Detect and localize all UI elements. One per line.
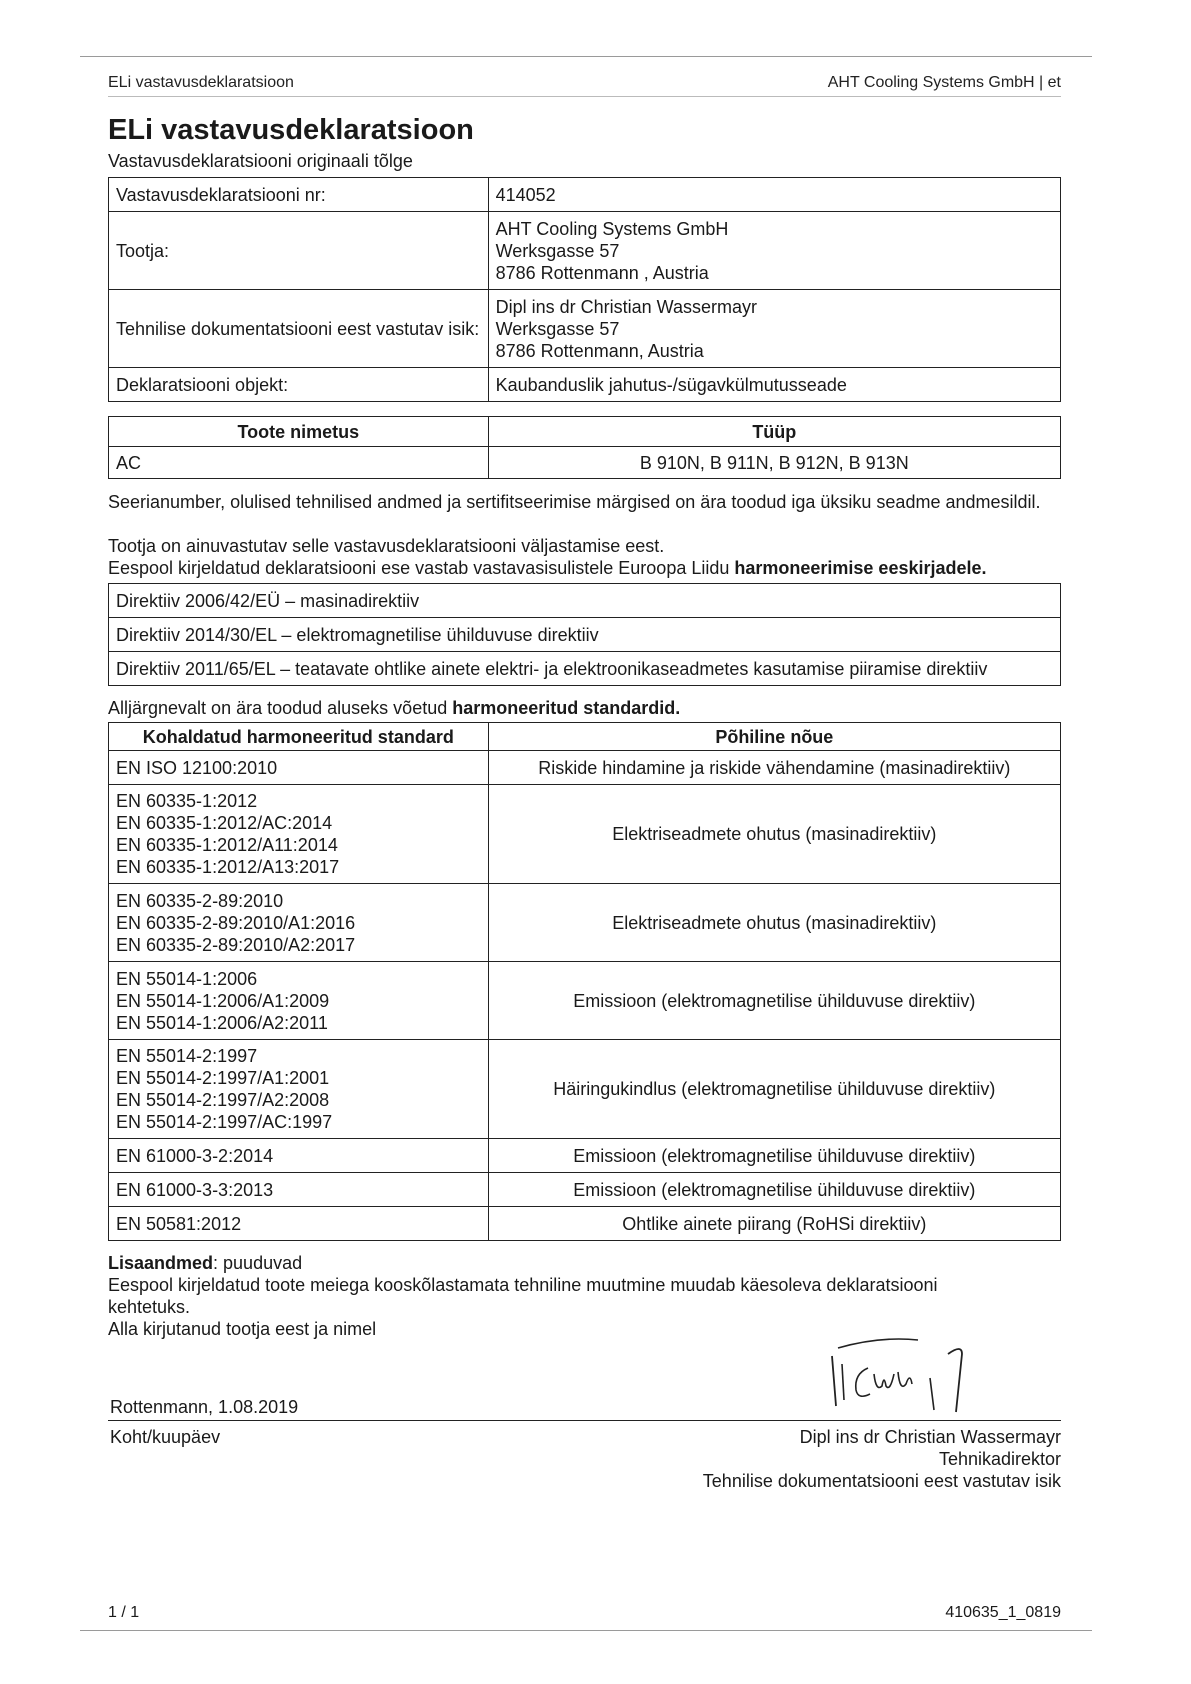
standard-header: Kohaldatud harmoneeritud standard bbox=[109, 723, 489, 751]
requirement-cell: Emissioon (elektromagnetilise ühilduvuse direktiiv) bbox=[488, 1139, 1060, 1173]
requirement-cell: Emissioon (elektromagnetilise ühilduvuse direktiiv) bbox=[488, 1173, 1060, 1207]
standards-row bbox=[109, 785, 1061, 884]
place-date-label: Koht/kuupäev bbox=[110, 1427, 221, 1447]
manufacturer-responsibility-text: Tootja on ainuvastutav selle vastavusdeklaratsiooni väljastamise eest. bbox=[108, 536, 665, 556]
harmonisation-text-pre: Eespool kirjeldatud deklaratsiooni ese vastab vastavasisulistele Euroopa Liidu bbox=[108, 558, 735, 578]
standards-row bbox=[109, 962, 1061, 1040]
directive-item: Direktiiv 2014/30/EL – elektromagnetilise ühilduvuse direktiiv bbox=[109, 618, 1061, 652]
product-row bbox=[109, 447, 1061, 479]
product-type: B 910N, B 911N, B 912N, B 913N bbox=[488, 447, 1060, 479]
directive-row bbox=[109, 584, 1061, 618]
product-table bbox=[108, 416, 1061, 479]
additional-info-value: : puuduvad bbox=[213, 1253, 303, 1273]
requirement-cell: Ohtlike ainete piirang (RoHSi direktiiv) bbox=[488, 1207, 1060, 1241]
standards-intro-bold: harmoneeritud standardid. bbox=[452, 698, 681, 718]
standard-cell: EN 61000-3-3:2013 bbox=[109, 1173, 489, 1207]
info-label: Deklaratsiooni objekt: bbox=[109, 368, 489, 402]
standards-row bbox=[109, 884, 1061, 962]
info-table bbox=[108, 177, 1061, 402]
info-value: AHT Cooling Systems GmbH Werksgasse 57 8786 Rottenmann , Austria bbox=[488, 212, 1060, 290]
directive-item: Direktiiv 2011/65/EL – teatavate ohtlike ainete elektri- ja elektroonikaseadmetes kasutamise piiramise direktiiv bbox=[109, 652, 1061, 686]
info-row bbox=[109, 178, 1061, 212]
standards-row bbox=[109, 1173, 1061, 1207]
product-name: AC bbox=[109, 447, 489, 479]
signatory-name: Dipl ins dr Christian Wassermayr bbox=[799, 1427, 1061, 1447]
header-left: ELi vastavusdeklaratsioon bbox=[108, 74, 294, 91]
info-label: Vastavusdeklaratsiooni nr: bbox=[109, 178, 489, 212]
info-value: Dipl ins dr Christian Wassermayr Werksgasse 57 8786 Rottenmann, Austria bbox=[488, 290, 1060, 368]
product-type-header: Tüüp bbox=[488, 417, 1060, 447]
serial-info-text: Seerianumber, olulised tehnilised andmed ja sertifitseerimise märgised on ära toodud iga üksiku seadme andmesildil. bbox=[108, 492, 1041, 512]
info-row bbox=[109, 212, 1061, 290]
requirement-header: Põhiline nõue bbox=[488, 723, 1060, 751]
standard-cell: EN 55014-1:2006 EN 55014-1:2006/A1:2009 EN 55014-1:2006/A2:2011 bbox=[109, 962, 489, 1040]
requirement-cell: Elektriseadmete ohutus (masinadirektiiv) bbox=[488, 884, 1060, 962]
info-value: 414052 bbox=[488, 178, 1060, 212]
bottom-page-rule bbox=[80, 1630, 1092, 1631]
top-page-rule bbox=[80, 56, 1092, 57]
signed-on-behalf-text: Alla kirjutanud tootja eest ja nimel bbox=[108, 1319, 377, 1339]
standard-cell: EN 61000-3-2:2014 bbox=[109, 1139, 489, 1173]
modification-text: Eespool kirjeldatud toote meiega kooskõlastamata tehniline muutmine muudab käesoleva deklaratsiooni kehtetuks. bbox=[108, 1275, 938, 1317]
signatory-role: Tehnilise dokumentatsiooni eest vastutav isik bbox=[702, 1471, 1061, 1491]
header-rule bbox=[108, 96, 1061, 97]
standards-row bbox=[109, 1040, 1061, 1139]
place-date: Rottenmann, 1.08.2019 bbox=[110, 1397, 299, 1417]
document-subtitle: Vastavusdeklaratsiooni originaali tõlge bbox=[108, 151, 413, 171]
requirement-cell: Riskide hindamine ja riskide vähendamine (masinadirektiiv) bbox=[488, 751, 1060, 785]
signature-image bbox=[820, 1334, 990, 1414]
standard-cell: EN ISO 12100:2010 bbox=[109, 751, 489, 785]
standard-cell: EN 50581:2012 bbox=[109, 1207, 489, 1241]
standards-row bbox=[109, 1207, 1061, 1241]
standard-cell: EN 60335-2-89:2010 EN 60335-2-89:2010/A1:2016 EN 60335-2-89:2010/A2:2017 bbox=[109, 884, 489, 962]
info-label: Tootja: bbox=[109, 212, 489, 290]
product-name-header: Toote nimetus bbox=[109, 417, 489, 447]
standards-intro bbox=[108, 697, 1068, 719]
standards-intro-pre: Alljärgnevalt on ära toodud aluseks võetud bbox=[108, 698, 453, 718]
requirement-cell: Emissioon (elektromagnetilise ühilduvuse direktiiv) bbox=[488, 962, 1060, 1040]
info-label: Tehnilise dokumentatsiooni eest vastutav isik: bbox=[109, 290, 489, 368]
harmonisation-text bbox=[108, 557, 1068, 579]
signature-line bbox=[108, 1420, 1061, 1421]
directive-row bbox=[109, 618, 1061, 652]
standards-row bbox=[109, 1139, 1061, 1173]
info-value: Kaubanduslik jahutus-/sügavkülmutusseade bbox=[488, 368, 1060, 402]
requirement-cell: Häiringukindlus (elektromagnetilise ühilduvuse direktiiv) bbox=[488, 1040, 1060, 1139]
harmonisation-text-bold: harmoneerimise eeskirjadele. bbox=[734, 558, 987, 578]
header-right: AHT Cooling Systems GmbH | et bbox=[827, 74, 1061, 91]
directive-item: Direktiiv 2006/42/EÜ – masinadirektiiv bbox=[109, 584, 1061, 618]
requirement-cell: Elektriseadmete ohutus (masinadirektiiv) bbox=[488, 785, 1060, 884]
standards-table bbox=[108, 722, 1061, 1241]
directive-row bbox=[109, 652, 1061, 686]
standards-header-row bbox=[109, 723, 1061, 751]
product-header-row bbox=[109, 417, 1061, 447]
standards-row bbox=[109, 751, 1061, 785]
info-row bbox=[109, 368, 1061, 402]
page-number: 1 / 1 bbox=[108, 1604, 140, 1621]
additional-info bbox=[108, 1252, 1068, 1274]
additional-info-label: Lisaandmed bbox=[108, 1253, 214, 1273]
standard-cell: EN 55014-2:1997 EN 55014-2:1997/A1:2001 EN 55014-2:1997/A2:2008 EN 55014-2:1997/AC:1997 bbox=[109, 1040, 489, 1139]
document-title: ELi vastavusdeklaratsioon bbox=[108, 114, 474, 146]
directives-table bbox=[108, 583, 1061, 686]
info-row bbox=[109, 290, 1061, 368]
signatory-position: Tehnikadirektor bbox=[938, 1449, 1061, 1469]
document-code: 410635_1_0819 bbox=[945, 1604, 1061, 1621]
standard-cell: EN 60335-1:2012 EN 60335-1:2012/AC:2014 EN 60335-1:2012/A11:2014 EN 60335-1:2012/A13:2017 bbox=[109, 785, 489, 884]
